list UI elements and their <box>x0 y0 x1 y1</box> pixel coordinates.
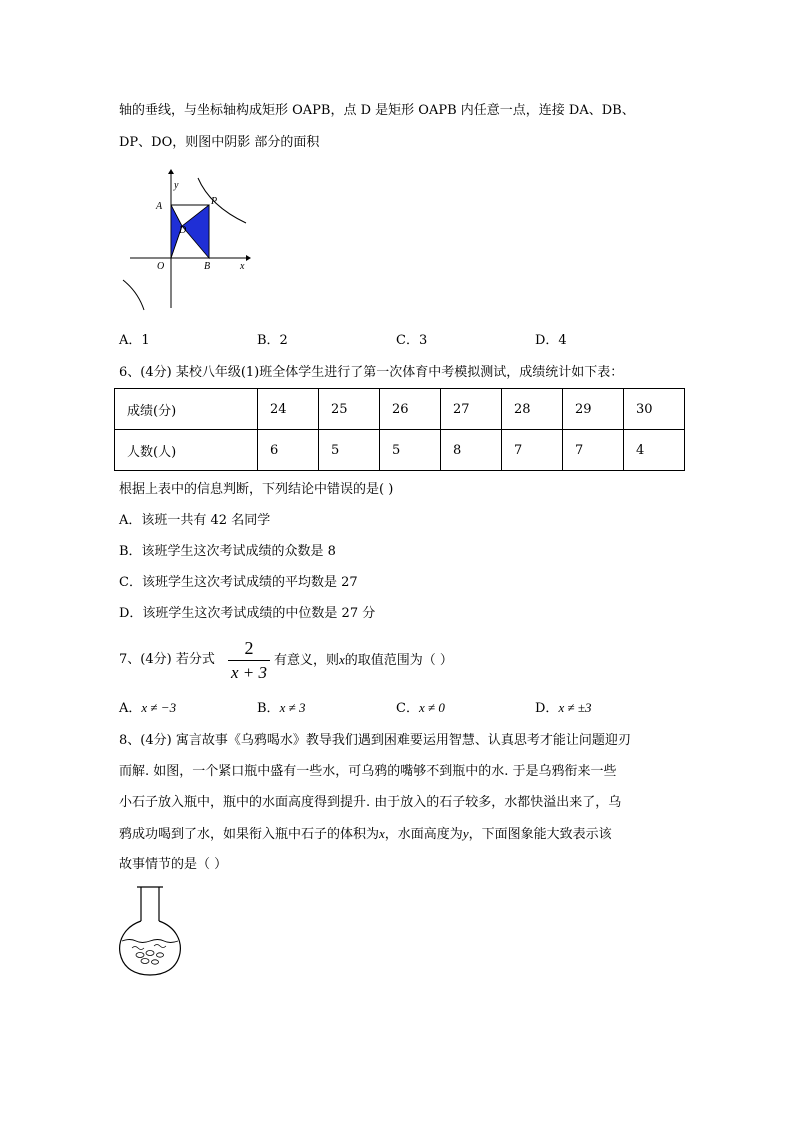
stone <box>152 960 159 964</box>
q7-option-a[interactable] <box>119 699 176 718</box>
q6-option-a[interactable]: A．该班一共有 42 名同学 <box>119 513 271 528</box>
q7-numerator: 2 <box>244 638 254 658</box>
stone <box>146 951 154 956</box>
table-cell: 6 <box>258 430 319 471</box>
q8-text-line5: 故事情节的是（ ） <box>119 857 228 872</box>
q6-question: 根据上表中的信息判断，下列结论中错误的是( ) <box>119 482 394 497</box>
table-cell: 25 <box>319 389 380 430</box>
table-cell: 24 <box>258 389 319 430</box>
q7-suffix-b: 的取值范围为（ ） <box>344 653 453 668</box>
table-cell: 30 <box>624 389 685 430</box>
table-cell: 29 <box>563 389 624 430</box>
stone <box>136 953 144 958</box>
q7-option-d[interactable] <box>535 699 591 718</box>
table-cell: 26 <box>380 389 441 430</box>
option-expression: x ≠ 3 <box>279 700 306 715</box>
table-cell: 5 <box>380 430 441 471</box>
q7-fraction <box>228 638 270 683</box>
q5-figure <box>118 168 258 318</box>
q8-text-line1: 8、(4分) 寓言故事《乌鸦喝水》教导我们遇到困难要运用智慧、认真思考才能让问题迎刃 <box>119 733 631 748</box>
q7-prefix: 7、(4分) 若分式 <box>119 652 215 667</box>
label-o: O <box>157 261 165 272</box>
option-expression: x ≠ −3 <box>141 700 177 715</box>
label-a: A <box>156 201 163 212</box>
label-p: P <box>211 196 218 207</box>
stone <box>157 953 164 957</box>
flask-bulb <box>120 921 181 975</box>
water-squiggle <box>154 945 166 948</box>
table-header-count: 人数(人) <box>115 430 258 471</box>
q7-suffix-a: 有意义，则 <box>274 653 340 668</box>
option-label: D． <box>535 701 559 716</box>
q8-line4-part1: 鸦成功喝到了水，如果衔入瓶中石子的体积为 <box>119 827 380 842</box>
option-label: B． <box>257 701 280 716</box>
q7-option-c[interactable] <box>396 699 445 718</box>
q5-option-b[interactable]: B．2 <box>257 333 288 348</box>
q5-text-line1: 轴的垂线，与坐标轴构成矩形 OAPB，点 D 是矩形 OAPB 内任意一点，连接 DA、DB、 <box>119 103 635 118</box>
q7-denominator: x + 3 <box>230 663 268 682</box>
q8-var-y: y <box>462 826 469 841</box>
table-cell: 28 <box>502 389 563 430</box>
q5-option-c[interactable]: C．3 <box>396 333 428 348</box>
hyperbola-branch-2 <box>123 280 144 310</box>
q6-score-table <box>114 388 685 471</box>
q5-option-a[interactable]: A．1 <box>119 333 150 348</box>
flask-illustration <box>116 883 186 983</box>
table-cell: 5 <box>319 430 380 471</box>
fraction-bar <box>228 660 270 661</box>
label-b: B <box>204 261 211 272</box>
option-label: C． <box>396 701 419 716</box>
q5-option-d[interactable]: D．4 <box>535 333 567 348</box>
q8-line4-part2: ，水面高度为 <box>384 827 463 842</box>
label-x: x <box>240 261 245 272</box>
q7-variable: x <box>339 652 345 667</box>
option-expression: x ≠ 0 <box>418 700 445 715</box>
q6-stem: 6、(4分) 某校八年级(1)班全体学生进行了第一次体育中考模拟测试，成绩统计如下表： <box>119 365 624 380</box>
water-squiggle <box>132 947 144 950</box>
q8-text-line2: 而解. 如图，一个紧口瓶中盛有一些水，可乌鸦的嘴够不到瓶中的水. 于是乌鸦衔来一些 <box>119 764 617 779</box>
label-y: y <box>174 180 179 191</box>
q6-option-b[interactable]: B．该班学生这次考试成绩的众数是 8 <box>119 544 336 559</box>
label-d: D <box>179 225 187 236</box>
option-expression: x ≠ ±3 <box>558 700 592 715</box>
table-cell: 7 <box>563 430 624 471</box>
q5-text-line2: DP、DO，则图中阴影 部分的面积 <box>119 135 320 150</box>
water-surface <box>122 940 178 943</box>
q8-var-x: x <box>379 826 385 841</box>
x-axis-arrow <box>246 255 251 261</box>
stone <box>141 959 149 964</box>
table-row <box>115 389 685 430</box>
q7-option-b[interactable] <box>257 699 305 718</box>
q8-line4-part3: ，下面图象能大致表示该 <box>468 827 612 842</box>
q6-option-d[interactable]: D．该班学生这次考试成绩的中位数是 27 分 <box>119 606 376 621</box>
table-cell: 27 <box>441 389 502 430</box>
table-cell: 7 <box>502 430 563 471</box>
y-axis-arrow <box>168 169 174 174</box>
q8-text-line4 <box>119 825 612 844</box>
table-header-score: 成绩(分) <box>115 389 258 430</box>
option-label: A． <box>119 701 142 716</box>
table-cell: 8 <box>441 430 502 471</box>
q7-suffix <box>274 651 453 670</box>
q6-option-c[interactable]: C．该班学生这次考试成绩的平均数是 27 <box>119 575 358 590</box>
table-cell: 4 <box>624 430 685 471</box>
q8-text-line3: 小石子放入瓶中，瓶中的水面高度得到提升. 由于放入的石子较多，水都快溢出来了，乌 <box>119 795 622 810</box>
table-row <box>115 430 685 471</box>
